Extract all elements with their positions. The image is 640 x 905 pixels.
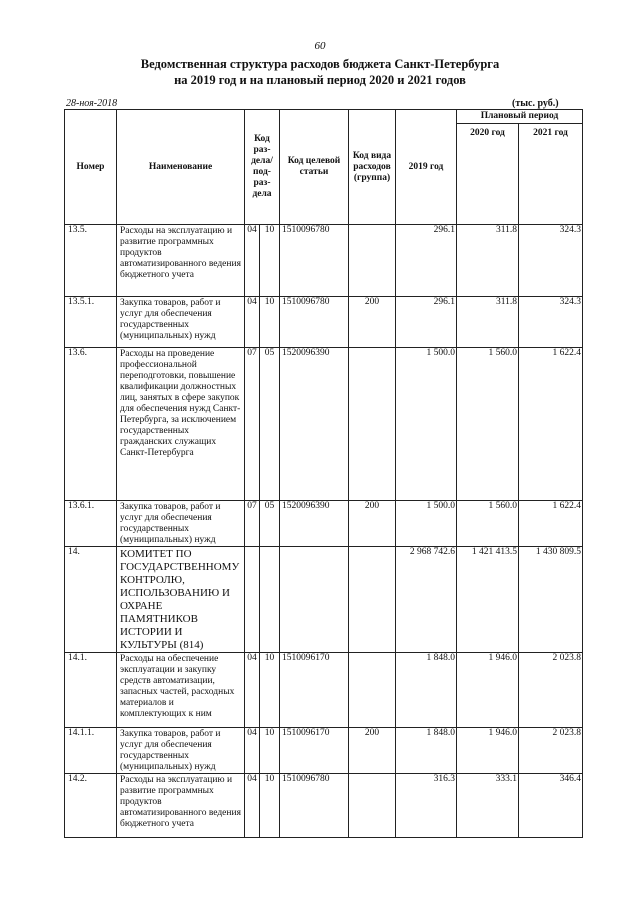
row-amount-2019: 1 500.0 xyxy=(396,348,457,501)
row-razdel: 04 xyxy=(245,728,260,774)
row-amount-2021: 2 023.8 xyxy=(519,728,583,774)
row-podrazdel: 10 xyxy=(260,728,280,774)
row-number: 14.1. xyxy=(65,653,117,728)
row-razdel: 07 xyxy=(245,348,260,501)
row-vid-code: 200 xyxy=(349,297,396,348)
document-title xyxy=(0,56,640,88)
units-label: (тыс. руб.) xyxy=(512,98,559,109)
row-target-code: 1520096390 xyxy=(280,348,349,501)
header-razdel: Код раз-дела/ под-раз-дела xyxy=(245,110,280,225)
row-vid-code xyxy=(349,547,396,653)
row-razdel: 07 xyxy=(245,501,260,547)
row-podrazdel: 10 xyxy=(260,653,280,728)
title-line-2: на 2019 год и на плановый период 2020 и 2021 годов xyxy=(174,73,466,87)
header-name: Наименование xyxy=(117,110,245,225)
row-amount-2019: 1 848.0 xyxy=(396,728,457,774)
row-target-code: 1510096170 xyxy=(280,728,349,774)
row-amount-2020: 1 421 413.5 xyxy=(457,547,519,653)
row-podrazdel: 10 xyxy=(260,225,280,297)
row-razdel xyxy=(245,547,260,653)
row-amount-2021: 324.3 xyxy=(519,225,583,297)
table-row xyxy=(65,501,583,547)
row-podrazdel xyxy=(260,547,280,653)
row-podrazdel: 10 xyxy=(260,774,280,838)
table-row xyxy=(65,297,583,348)
row-name: Закупка товаров, работ и услуг для обеспечения государственных (муниципальных) нужд xyxy=(117,728,245,774)
row-amount-2021: 1 430 809.5 xyxy=(519,547,583,653)
row-name: Расходы на эксплуатацию и развитие программных продуктов автоматизированного ведения бюджетного учета xyxy=(117,774,245,838)
row-razdel: 04 xyxy=(245,653,260,728)
budget-table xyxy=(64,109,583,838)
document-date: 28-ноя-2018 xyxy=(66,98,118,109)
row-amount-2021: 1 622.4 xyxy=(519,501,583,547)
row-amount-2021: 346.4 xyxy=(519,774,583,838)
row-number: 14. xyxy=(65,547,117,653)
row-name: Расходы на обеспечение эксплуатации и закупку средств автоматизации, запасных частей, расходных материалов и комплектующих к ним xyxy=(117,653,245,728)
row-name: Закупка товаров, работ и услуг для обеспечения государственных (муниципальных) нужд xyxy=(117,297,245,348)
row-amount-2019: 296.1 xyxy=(396,297,457,348)
header-vid-code: Код вида расходов (группа) xyxy=(349,110,396,225)
row-name: Расходы на эксплуатацию и развитие программных продуктов автоматизированного ведения бюджетного учета xyxy=(117,225,245,297)
row-vid-code xyxy=(349,348,396,501)
row-amount-2021: 2 023.8 xyxy=(519,653,583,728)
row-target-code: 1510096170 xyxy=(280,653,349,728)
header-2020: 2020 год xyxy=(457,124,519,225)
table-row xyxy=(65,547,583,653)
header-2019: 2019 год xyxy=(396,110,457,225)
row-target-code: 1510096780 xyxy=(280,225,349,297)
row-number: 13.6. xyxy=(65,348,117,501)
row-vid-code xyxy=(349,774,396,838)
row-name: КОМИТЕТ ПО ГОСУДАРСТВЕННОМУ КОНТРОЛЮ, ИСПОЛЬЗОВАНИЮ И ОХРАНЕ ПАМЯТНИКОВ ИСТОРИИ И КУЛЬТУРЫ (814) xyxy=(117,547,245,653)
header-number: Номер xyxy=(65,110,117,225)
row-amount-2021: 324.3 xyxy=(519,297,583,348)
row-amount-2020: 1 946.0 xyxy=(457,653,519,728)
row-name: Закупка товаров, работ и услуг для обеспечения государственных (муниципальных) нужд xyxy=(117,501,245,547)
row-razdel: 04 xyxy=(245,774,260,838)
row-number: 14.2. xyxy=(65,774,117,838)
header-target-code: Код целевой статьи xyxy=(280,110,349,225)
row-amount-2019: 296.1 xyxy=(396,225,457,297)
row-name: Расходы на проведение профессиональной переподготовки, повышение квалификации должностных лиц, занятых в сфере закупок для обеспечения нужд Санкт-Петербурга, за исключением государственных гражданских служащих Санкт-Петербурга xyxy=(117,348,245,501)
header-2021: 2021 год xyxy=(519,124,583,225)
row-number: 13.5. xyxy=(65,225,117,297)
row-target-code: 1510096780 xyxy=(280,297,349,348)
row-razdel: 04 xyxy=(245,297,260,348)
table-row xyxy=(65,348,583,501)
table-row xyxy=(65,728,583,774)
row-amount-2020: 1 560.0 xyxy=(457,501,519,547)
row-vid-code: 200 xyxy=(349,501,396,547)
row-podrazdel: 05 xyxy=(260,348,280,501)
row-target-code: 1520096390 xyxy=(280,501,349,547)
row-amount-2019: 316.3 xyxy=(396,774,457,838)
row-number: 13.6.1. xyxy=(65,501,117,547)
row-vid-code xyxy=(349,225,396,297)
table-row xyxy=(65,653,583,728)
row-razdel: 04 xyxy=(245,225,260,297)
row-number: 14.1.1. xyxy=(65,728,117,774)
row-amount-2019: 1 848.0 xyxy=(396,653,457,728)
row-amount-2020: 311.8 xyxy=(457,225,519,297)
row-target-code: 1510096780 xyxy=(280,774,349,838)
page-number: 60 xyxy=(314,40,326,52)
row-podrazdel: 10 xyxy=(260,297,280,348)
row-target-code xyxy=(280,547,349,653)
row-amount-2019: 1 500.0 xyxy=(396,501,457,547)
header-planned-period: Плановый период xyxy=(457,110,583,124)
row-amount-2020: 1 560.0 xyxy=(457,348,519,501)
row-amount-2020: 1 946.0 xyxy=(457,728,519,774)
title-line-1: Ведомственная структура расходов бюджета Санкт-Петербурга xyxy=(140,57,500,71)
row-amount-2021: 1 622.4 xyxy=(519,348,583,501)
table-row xyxy=(65,225,583,297)
row-amount-2019: 2 968 742.6 xyxy=(396,547,457,653)
row-podrazdel: 05 xyxy=(260,501,280,547)
row-vid-code xyxy=(349,653,396,728)
row-amount-2020: 333.1 xyxy=(457,774,519,838)
row-number: 13.5.1. xyxy=(65,297,117,348)
table-row xyxy=(65,774,583,838)
row-amount-2020: 311.8 xyxy=(457,297,519,348)
row-vid-code: 200 xyxy=(349,728,396,774)
